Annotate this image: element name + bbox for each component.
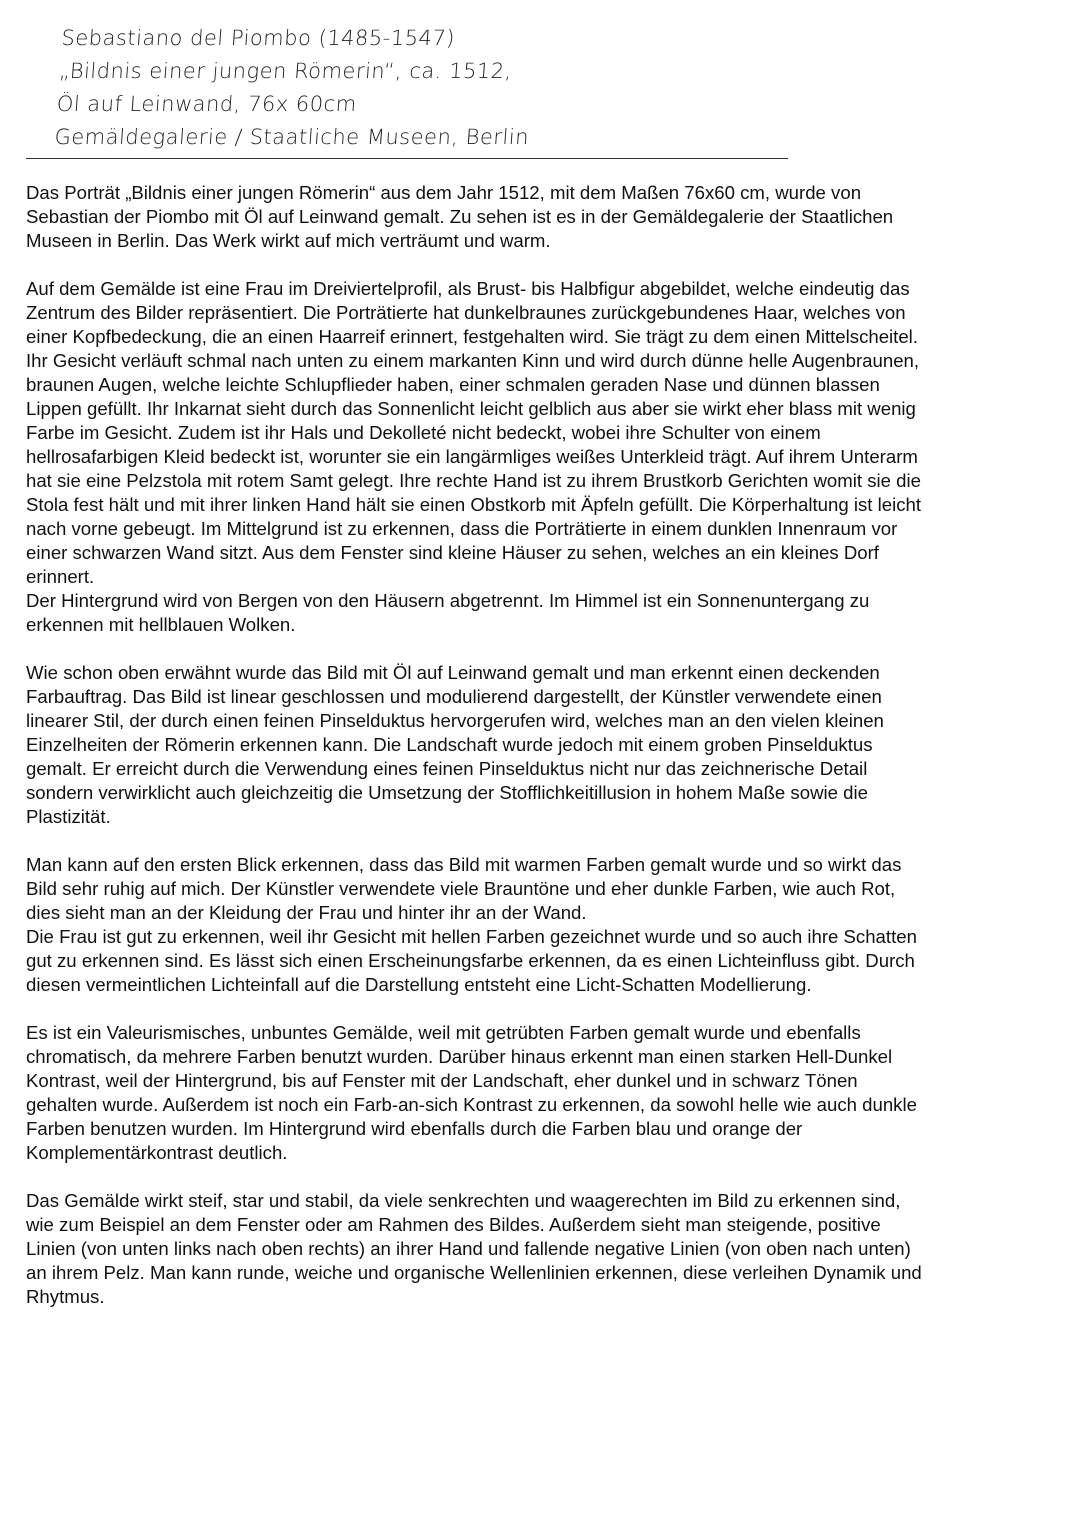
text-line: diesen vermeintlichen Lichteinfall auf die Darstellung entsteht eine Licht-Schatten Modellierung. — [26, 974, 812, 995]
text-line: Farbauftrag. Das Bild ist linear geschlossen und modulierend dargestellt, der Künstler verwendete einen — [26, 686, 882, 707]
text-line: hat sie eine Pelzstola mit rotem Samt gelegt. Ihre rechte Hand ist zu ihrem Brustkorb Gerichten womit sie die — [26, 470, 921, 491]
text-line: erkennen mit hellblauen Wolken. — [26, 614, 296, 635]
text-line: Linien (von unten links nach oben rechts) an ihrer Hand und fallende negative Linien (von oben nach unten) — [26, 1238, 911, 1259]
text-line: Auf dem Gemälde ist eine Frau im Dreiviertelprofil, als Brust- bis Halbfigur abgebildet, welche eindeutig das — [26, 278, 910, 299]
text-line: Rhytmus. — [26, 1286, 105, 1307]
text-line: erinnert. — [26, 566, 95, 587]
title-line: „Bildnis einer jungen Römerin“, ca. 1512, — [58, 59, 513, 83]
text-line: Lippen gefüllt. Ihr Inkarnat sieht durch das Sonnenlicht leicht gelblich aus aber sie wirkt eher blass mit wenig — [26, 398, 916, 419]
text-line: gehalten wurde. Außerdem ist noch ein Farb-an-sich Kontrast zu erkennen, da sowohl helle wie auch dunkle — [26, 1094, 917, 1115]
artist-line: Sebastiano del Piombo (1485-1547) — [60, 26, 456, 50]
location-line: Gemäldegalerie / Staatliche Museen, Berlin — [53, 125, 530, 149]
text-line: Kontrast, weil der Hintergrund, bis auf Fenster mit der Landschaft, eher dunkel und in schwarz Tönen — [26, 1070, 858, 1091]
text-line: Farbe im Gesicht. Zudem ist ihr Hals und Dekolleté nicht bedeckt, wobei ihre Schulter von einem — [26, 422, 821, 443]
text-line: Das Porträt „Bildnis einer jungen Römerin“ aus dem Jahr 1512, mit dem Maßen 76x60 cm, wurde von — [26, 182, 862, 203]
text-line: einer schwarzen Wand sitzt. Aus dem Fenster sind kleine Häuser zu sehen, welches an ein kleines Dorf — [26, 542, 879, 563]
text-line: Ihr Gesicht verläuft schmal nach unten zu einem markanten Kinn und wird durch dünne helle Augenbraunen, — [26, 350, 920, 371]
header-divider — [26, 158, 788, 159]
text-line: sondern verwirklicht auch gleichzeitig die Umsetzung der Stofflichkeitillusion in hohem Maße sowie die — [26, 782, 868, 803]
text-line: Komplementärkontrast deutlich. — [26, 1142, 288, 1163]
paragraph — [26, 853, 1056, 997]
medium-line: Öl auf Leinwand, 76x 60cm — [56, 92, 358, 116]
handwritten-header — [53, 22, 537, 154]
paragraph — [26, 1189, 1056, 1309]
text-line: nach vorne gebeugt. Im Mittelgrund ist zu erkennen, dass die Porträtierte in einem dunklen Innenraum vor — [26, 518, 898, 539]
text-line: an ihrem Pelz. Man kann runde, weiche und organische Wellenlinien erkennen, diese verleihen Dynamik und — [26, 1262, 922, 1283]
text-line: gut zu erkennen sind. Es lässt sich einen Erscheinungsfarbe erkennen, da es einen Lichteinfluss gibt. Durch — [26, 950, 915, 971]
text-line: linearer Stil, der durch einen feinen Pinselduktus hervorgerufen wird, welches man an den vielen kleinen — [26, 710, 884, 731]
text-line: hellrosafarbigen Kleid bedeckt ist, worunter sie ein langärmliges weißes Unterkleid trägt. Auf ihrem Unterarm — [26, 446, 918, 467]
text-line: Die Frau ist gut zu erkennen, weil ihr Gesicht mit hellen Farben gezeichnet wurde und so auch ihre Schatten — [26, 926, 917, 947]
paragraph — [26, 1021, 1056, 1165]
text-line: Stola fest hält und mit ihrer linken Hand hält sie einen Obstkorb mit Äpfeln gefüllt. Die Körperhaltung ist leicht — [26, 494, 922, 515]
text-line: braunen Augen, welche leichte Schlupflieder haben, einer schmalen geraden Nase und dünnen blassen — [26, 374, 880, 395]
text-line: einer Kopfbedeckung, die an einen Haarreif erinnert, festgehalten wird. Sie trägt zu dem einen Mittelscheitel. — [26, 326, 918, 347]
text-line: Zentrum des Bilder repräsentiert. Die Porträtierte hat dunkelbraunes zurückgebundenes Haar, welches von — [26, 302, 906, 323]
text-line: Wie schon oben erwähnt wurde das Bild mit Öl auf Leinwand gemalt und man erkennt einen deckenden — [26, 662, 880, 683]
paragraph — [26, 661, 1056, 829]
text-line: dies sieht man an der Kleidung der Frau und hinter ihr an der Wand. — [26, 902, 587, 923]
text-line: Sebastian der Piombo mit Öl auf Leinwand gemalt. Zu sehen ist es in der Gemäldegalerie der Staatlichen — [26, 206, 894, 227]
text-line: gemalt. Er erreicht durch die Verwendung eines feinen Pinselduktus nicht nur das zeichnerische Detail — [26, 758, 868, 779]
essay-body — [26, 181, 1056, 1333]
text-line: Es ist ein Valeurismisches, unbuntes Gemälde, weil mit getrübten Farben gemalt wurde und ebenfalls — [26, 1022, 861, 1043]
text-line: Der Hintergrund wird von Bergen von den Häusern abgetrennt. Im Himmel ist ein Sonnenuntergang zu — [26, 590, 870, 611]
paragraph — [26, 277, 1056, 637]
text-line: Plastizität. — [26, 806, 111, 827]
text-line: Farben benutzen wurden. Im Hintergrund wird ebenfalls durch die Farben blau und orange der — [26, 1118, 803, 1139]
text-line: Bild sehr ruhig auf mich. Der Künstler verwendete viele Brauntöne und eher dunkle Farben, wie auch Rot, — [26, 878, 896, 899]
text-line: Man kann auf den ersten Blick erkennen, dass das Bild mit warmen Farben gemalt wurde und so wirkt das — [26, 854, 902, 875]
paragraph — [26, 181, 1056, 253]
text-line: Museen in Berlin. Das Werk wirkt auf mich verträumt und warm. — [26, 230, 551, 251]
text-line: Einzelheiten der Römerin erkennen kann. Die Landschaft wurde jedoch mit einem groben Pinselduktus — [26, 734, 873, 755]
text-line: chromatisch, da mehrere Farben benutzt wurden. Darüber hinaus erkennt man einen starken Hell-Dunkel — [26, 1046, 893, 1067]
text-line: Das Gemälde wirkt steif, star und stabil, da viele senkrechten und waagerechten im Bild zu erkennen sind, — [26, 1190, 901, 1211]
text-line: wie zum Beispiel an dem Fenster oder am Rahmen des Bildes. Außerdem sieht man steigende, positive — [26, 1214, 881, 1235]
